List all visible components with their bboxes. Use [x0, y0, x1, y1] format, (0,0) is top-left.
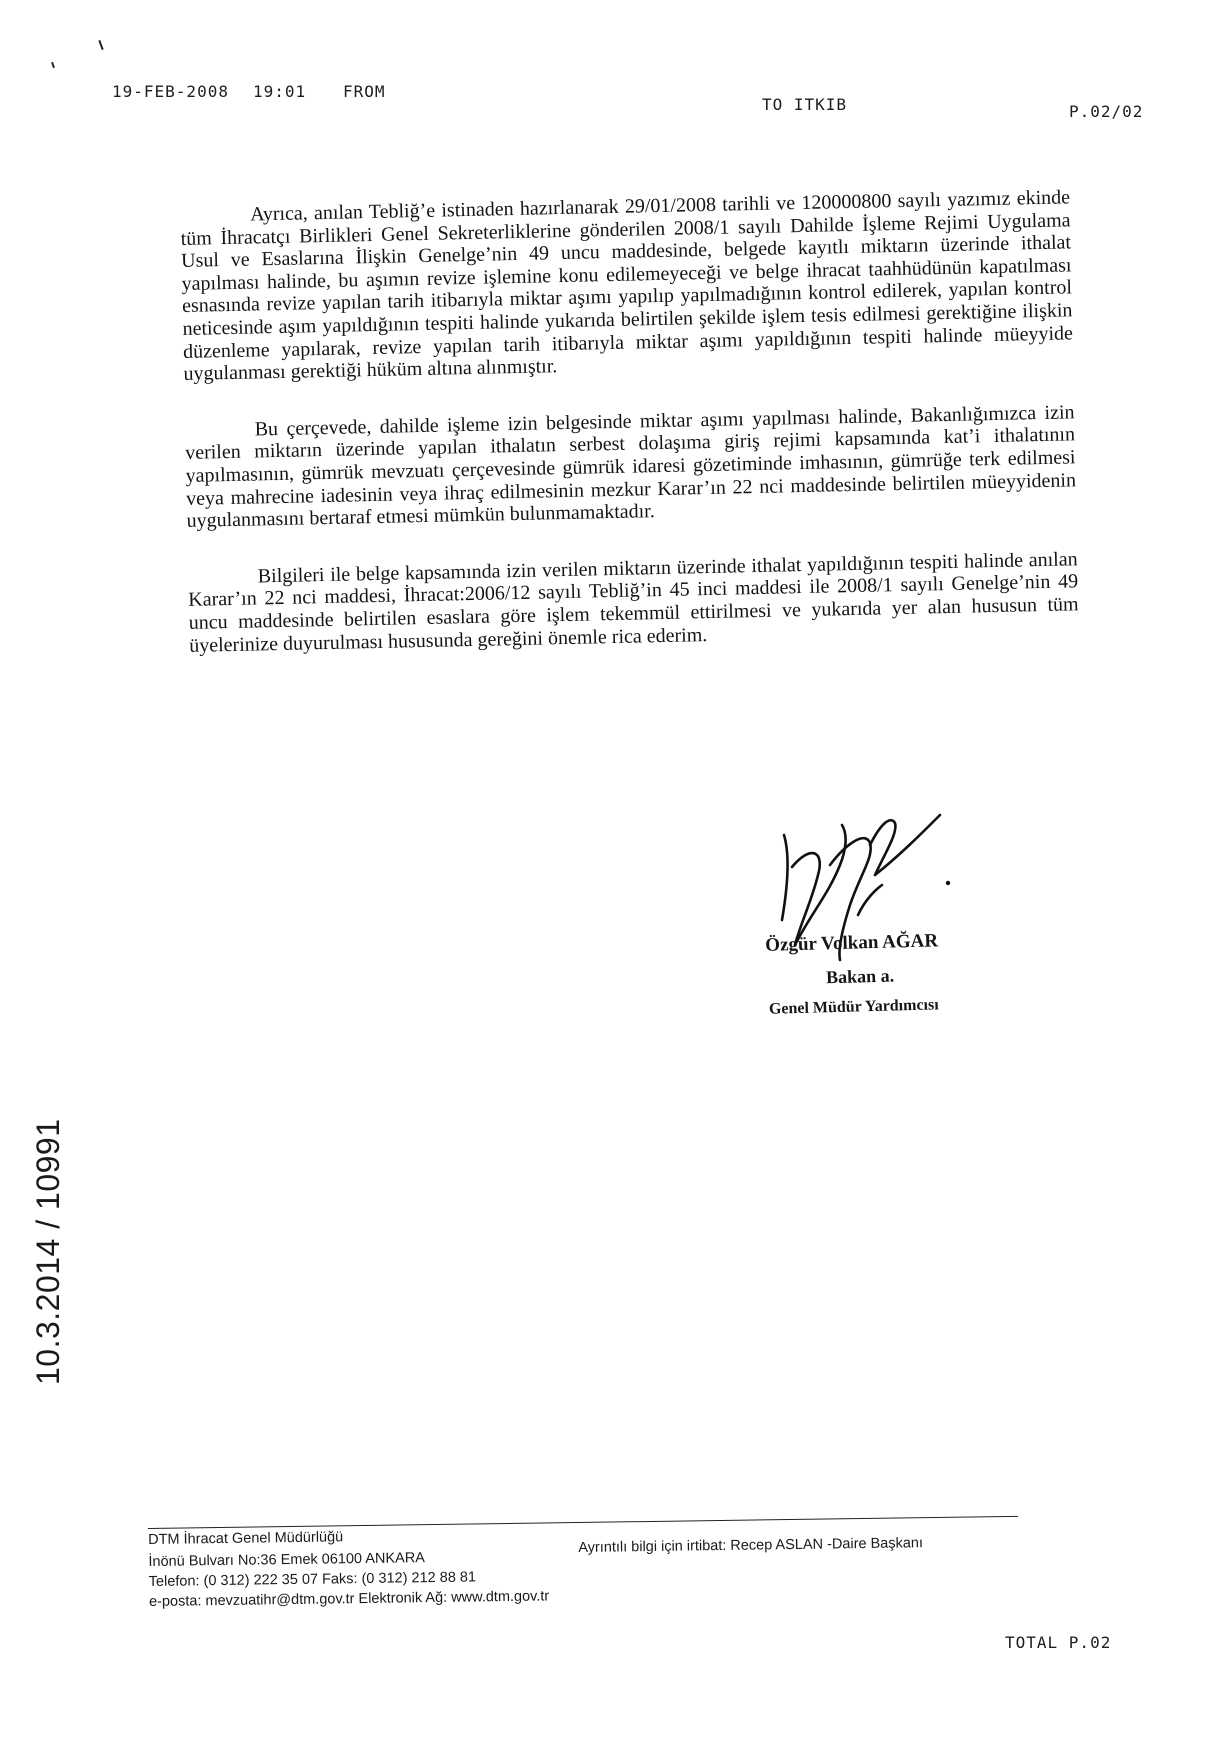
footer-divider	[148, 1516, 1018, 1529]
fax-from-label: FROM	[343, 82, 386, 101]
scan-speck	[98, 40, 103, 50]
side-stamp-text: 10.3.2014 / 10991	[30, 1118, 66, 1385]
body-paragraph: Ayrıca, anılan Tebliğ’e istinaden hazırlanarak 29/01/2008 tarihli ve 120000800 sayılı yazımız ekinde tüm İhracatçı Birlikleri Genel Sekreterliklerine gönderilen 2008/1 sayılı Dahilde İşleme Rejimi Uygulama Usul ve Esaslarına İlişkin Genelge’nin 49 uncu maddesinde, belgede kayıtlı miktarın üzerinde ithalat yapılması halinde, bu aşımın revize işlemine konu edilemeyeceği ve belge ihracat taahhüdünün kapatılması esnasında revize yapılan tarih itibarıyla miktar aşımı yapılıp yapılmadığının kontrol edilerek, yapılan kontrol neticesinde aşım yapıldığının tespiti halinde yukarıda belirtilen şekilde işlem tesis edilmesi gerektiğine ilişkin düzenleme yapılarak, revize yapılan tarih itibarıyla miktar aşımı yapıldığının tespiti halinde müeyyide uygulanması gerektiği hüküm altına alınmıştır.	[180, 186, 1074, 386]
footer-contact: Ayrıntılı bilgi için irtibat: Recep ASLAN -Daire Başkanı	[578, 1535, 924, 1556]
letterhead-footer	[148, 1516, 1028, 1610]
signer-title: Genel Müdür Yardımcısı	[768, 996, 939, 1018]
fax-recipient: TO ITKIB	[762, 95, 848, 114]
body-paragraph: Bilgileri ile belge kapsamında izin verilen miktarın üzerinde ithalat yapıldığının tespiti halinde anılan Karar’ın 22 nci maddesi, İhracat:2006/12 sayılı Tebliğ’in 45 inci maddesi ile 2008/1 sayılı Genelge’nin 49 uncu maddesinde belirtilen esaslara göre işlem tekemmül ettirilmesi ve yukarıda yer alan hususun tüm üyelerinize duyurulması hususunda gereğini önemle rica ederim.	[188, 548, 1079, 657]
fax-date: 19-FEB-2008	[112, 82, 229, 101]
fax-page-number: P.02/02	[1069, 102, 1144, 121]
signer-name: Özgür Volkan AĞAR	[764, 930, 939, 956]
footer-address: İnönü Bulvarı No:36 Emek 06100 ANKARA	[148, 1550, 426, 1570]
fax-time: 19:01	[253, 82, 307, 101]
footer-phone: Telefon: (0 312) 222 35 07 Faks: (0 312) 212 88 81	[148, 1569, 477, 1590]
footer-email: e-posta: mevzuatihr@dtm.gov.tr Elektronik Ağ: www.dtm.gov.tr	[148, 1588, 550, 1610]
fax-total-pages: TOTAL P.02	[1005, 1633, 1112, 1652]
signer-on-behalf: Bakan a.	[825, 965, 895, 988]
body-paragraph: Bu çerçevede, dahilde işleme izin belgesinde miktar aşımı yapılması halinde, Bakanlığımızca izin verilen miktarın üzerinde yapılan ithalatın serbest dolaşıma giriş rejimi kapsamında kat’i ithalatının yapılmasının, gümrük mevzuatı çerçevesinde gümrük idaresi gözetiminde imhasının, gümrüğe terk edilmesi veya mahrecine iadesinin veya ihraç edilmesinin mezkur Karar’ın 22 nci maddesinde belirtilen müeyyidenin uygulanmasını bertaraf etmesi mümkün bulunmamaktadır.	[184, 401, 1077, 533]
scan-speck	[51, 62, 55, 68]
footer-org: DTM İhracat Genel Müdürlüğü	[148, 1529, 344, 1548]
letter-body	[180, 186, 1080, 691]
